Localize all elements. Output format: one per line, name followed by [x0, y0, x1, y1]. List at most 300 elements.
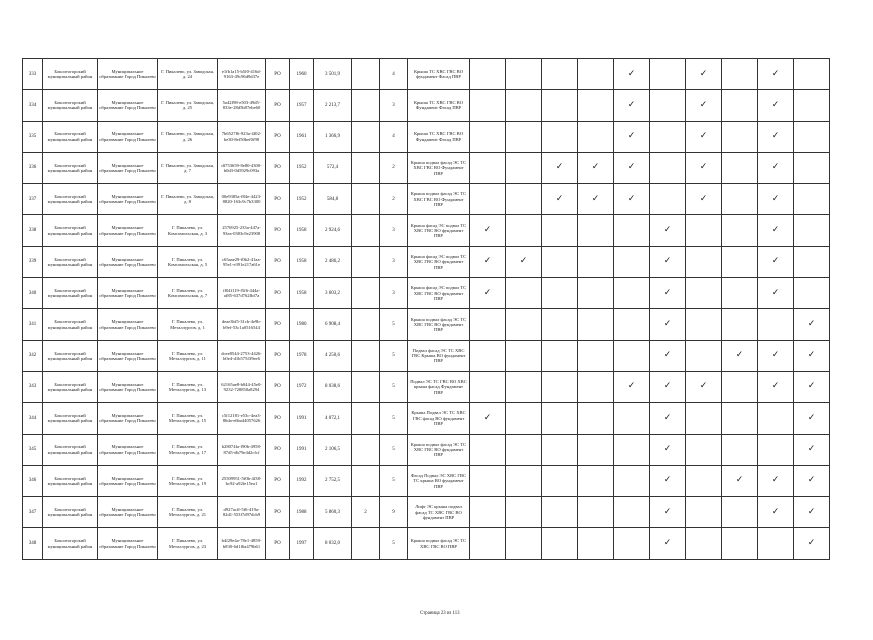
work-check-cell	[686, 59, 722, 90]
work-check-cell	[470, 246, 506, 277]
district-cell: Бокситогорский муниципальный район	[43, 340, 98, 371]
checkmark-icon: ✓	[663, 350, 672, 361]
area-cell: 3 603,2	[314, 278, 352, 309]
year-cell: 1991	[290, 434, 314, 465]
table-row	[23, 215, 830, 246]
address-cell: Г. Пикалево, ул. Металлургов, д. 1	[158, 309, 218, 340]
row-number: 340	[23, 278, 43, 309]
checkmark-icon: ✓	[807, 318, 816, 329]
work-check-cell	[614, 246, 650, 277]
work-check-cell	[650, 246, 686, 277]
table-row	[23, 184, 830, 215]
guid-cell: e1fb1a15-b5f0-416d-9163-49c96d9d37e	[218, 59, 266, 90]
work-check-cell	[506, 340, 542, 371]
floors-cell: 3	[380, 278, 408, 309]
row-number: 347	[23, 497, 43, 528]
floors-cell: 2	[380, 152, 408, 183]
work-check-cell	[722, 278, 758, 309]
floors-cell: 3	[380, 246, 408, 277]
work-check-cell	[758, 278, 794, 309]
floors-cell: 5	[380, 465, 408, 496]
floors-cell: 5	[380, 309, 408, 340]
checkmark-icon: ✓	[519, 256, 528, 267]
type-cell: РО	[266, 340, 290, 371]
work-check-cell	[794, 215, 830, 246]
floors-cell: 5	[380, 528, 408, 559]
works-cell: Крыша фасад ЭС подвал ТС ХВС ГВС ВО фундамент ПВР	[408, 246, 470, 277]
address-cell: Г. Пикалево, ул. Заводская, д. 25	[158, 90, 218, 121]
works-cell: Крыша подвал фасад ЭС ТС ХВС ГВС ВО Фундамент ПВР	[408, 152, 470, 183]
work-check-cell	[758, 59, 794, 90]
work-check-cell	[686, 278, 722, 309]
area-cell: 4 072,1	[314, 403, 352, 434]
row-number: 345	[23, 434, 43, 465]
extra-count-cell	[352, 278, 380, 309]
checkmark-icon: ✓	[483, 412, 492, 423]
page-counter: Страница 23 из 113	[420, 611, 460, 616]
municipality-cell: Муниципальное образование Город Пикалево	[98, 340, 158, 371]
area-cell: 6 908,4	[314, 309, 352, 340]
work-check-cell	[470, 59, 506, 90]
work-check-cell	[506, 215, 542, 246]
work-check-cell	[650, 434, 686, 465]
checkmark-icon: ✓	[771, 256, 780, 267]
work-check-cell	[686, 309, 722, 340]
area-cell: 8 038,6	[314, 371, 352, 402]
work-check-cell	[758, 121, 794, 152]
work-check-cell	[470, 371, 506, 402]
work-check-cell	[470, 309, 506, 340]
row-number: 334	[23, 90, 43, 121]
work-check-cell	[506, 184, 542, 215]
row-number: 344	[23, 403, 43, 434]
checkmark-icon: ✓	[627, 162, 636, 173]
address-cell: Г. Пикалево, ул. Комсомольская, д. 5	[158, 246, 218, 277]
extra-count-cell	[352, 403, 380, 434]
work-check-cell	[650, 152, 686, 183]
work-check-cell	[578, 215, 614, 246]
work-check-cell	[722, 246, 758, 277]
guid-cell: 25509951-5f0b-4f38-bc92-a92fe15ea1	[218, 465, 266, 496]
checkmark-icon: ✓	[807, 412, 816, 423]
work-check-cell	[470, 152, 506, 183]
checkmark-icon: ✓	[591, 193, 600, 204]
work-check-cell	[758, 528, 794, 559]
municipality-cell: Муниципальное образование Город Пикалево	[98, 434, 158, 465]
floors-cell: 3	[380, 90, 408, 121]
work-check-cell	[578, 403, 614, 434]
extra-count-cell	[352, 152, 380, 183]
register-rows	[23, 59, 830, 560]
work-check-cell	[758, 184, 794, 215]
work-check-cell	[650, 278, 686, 309]
address-cell: Г. Пикалево, ул. Заводская, д. 8	[158, 184, 218, 215]
area-cell: 584,8	[314, 184, 352, 215]
work-check-cell	[578, 121, 614, 152]
work-check-cell	[686, 528, 722, 559]
checkmark-icon: ✓	[699, 162, 708, 173]
floors-cell: 2	[380, 184, 408, 215]
address-cell: Г. Пикалево, ул. Металлургов, д. 11	[158, 340, 218, 371]
work-check-cell	[470, 90, 506, 121]
municipality-cell: Муниципальное образование Город Пикалево	[98, 90, 158, 121]
checkmark-icon: ✓	[663, 412, 672, 423]
checkmark-icon: ✓	[771, 224, 780, 235]
work-check-cell	[506, 497, 542, 528]
guid-cell: b4f29e4a-78e1-4859-b830-6d1f6a479b61	[218, 528, 266, 559]
work-check-cell	[758, 152, 794, 183]
checkmark-icon: ✓	[771, 287, 780, 298]
work-check-cell	[542, 403, 578, 434]
floors-cell: 3	[380, 215, 408, 246]
district-cell: Бокситогорский муниципальный район	[43, 59, 98, 90]
checkmark-icon: ✓	[627, 131, 636, 142]
work-check-cell	[614, 184, 650, 215]
floors-cell: 5	[380, 434, 408, 465]
table-row	[23, 434, 830, 465]
checkmark-icon: ✓	[663, 318, 672, 329]
work-check-cell	[686, 403, 722, 434]
works-cell: Крыша подвал фасад ЭС ТС ХВС ГВС ВО фундамент ПВР	[408, 434, 470, 465]
work-check-cell	[650, 309, 686, 340]
work-check-cell	[542, 184, 578, 215]
work-check-cell	[614, 340, 650, 371]
work-check-cell	[542, 90, 578, 121]
table-row	[23, 309, 830, 340]
work-check-cell	[650, 121, 686, 152]
work-check-cell	[470, 184, 506, 215]
row-number: 338	[23, 215, 43, 246]
address-cell: Г. Пикалево, ул. Заводская, д. 24	[158, 59, 218, 90]
checkmark-icon: ✓	[771, 506, 780, 517]
work-check-cell	[722, 371, 758, 402]
district-cell: Бокситогорский муниципальный район	[43, 184, 98, 215]
work-check-cell	[542, 121, 578, 152]
work-check-cell	[722, 465, 758, 496]
address-cell: Г. Пикалево, ул. Металлургов, д. 23	[158, 528, 218, 559]
work-check-cell	[578, 278, 614, 309]
row-number: 336	[23, 152, 43, 183]
address-cell: Г. Пикалево, ул. Металлургов, д. 19	[158, 465, 218, 496]
work-check-cell	[650, 215, 686, 246]
works-cell: Крыша подвал фасад ЭС ТС ХВС ГВС ВО фундамент ПВР	[408, 309, 470, 340]
work-check-cell	[686, 340, 722, 371]
work-check-cell	[470, 340, 506, 371]
checkmark-icon: ✓	[807, 350, 816, 361]
checkmark-icon: ✓	[627, 381, 636, 392]
area-cell: 2 752,5	[314, 465, 352, 496]
year-cell: 1961	[290, 121, 314, 152]
area-cell: 8 032,0	[314, 528, 352, 559]
work-check-cell	[650, 340, 686, 371]
checkmark-icon: ✓	[663, 537, 672, 548]
work-check-cell	[614, 403, 650, 434]
checkmark-icon: ✓	[699, 99, 708, 110]
municipality-cell: Муниципальное образование Город Пикалево	[98, 528, 158, 559]
municipality-cell: Муниципальное образование Город Пикалево	[98, 184, 158, 215]
type-cell: РО	[266, 215, 290, 246]
address-cell: Г. Пикалево, ул. Комсомольская, д. 7	[158, 278, 218, 309]
work-check-cell	[470, 465, 506, 496]
guid-cell: dcee8544-2753-4426-b0e4-d1b575f39ee6	[218, 340, 266, 371]
checkmark-icon: ✓	[555, 193, 564, 204]
extra-count-cell: 2	[352, 497, 380, 528]
year-cell: 1988	[290, 497, 314, 528]
work-check-cell	[650, 497, 686, 528]
municipality-cell: Муниципальное образование Город Пикалево	[98, 371, 158, 402]
checkmark-icon: ✓	[627, 68, 636, 79]
work-check-cell	[578, 340, 614, 371]
municipality-cell: Муниципальное образование Город Пикалево	[98, 246, 158, 277]
year-cell: 1978	[290, 340, 314, 371]
floors-cell: 5	[380, 340, 408, 371]
district-cell: Бокситогорский муниципальный район	[43, 403, 98, 434]
row-number: 341	[23, 309, 43, 340]
work-check-cell	[758, 246, 794, 277]
work-check-cell	[506, 278, 542, 309]
table-row	[23, 278, 830, 309]
work-check-cell	[614, 59, 650, 90]
work-check-cell	[506, 59, 542, 90]
checkmark-icon: ✓	[483, 287, 492, 298]
guid-cell: b28074fa-f90b-4958-87d5-db79e4d2cfcf	[218, 434, 266, 465]
work-check-cell	[722, 434, 758, 465]
works-cell: Крыша ТС ХВС ГВС ВО фундамент Фасад ПВР	[408, 59, 470, 90]
area-cell: 572,4	[314, 152, 352, 183]
work-check-cell	[758, 371, 794, 402]
checkmark-icon: ✓	[771, 131, 780, 142]
extra-count-cell	[352, 371, 380, 402]
row-number: 342	[23, 340, 43, 371]
work-check-cell	[650, 371, 686, 402]
work-check-cell	[650, 528, 686, 559]
work-check-cell	[686, 215, 722, 246]
work-check-cell	[794, 340, 830, 371]
work-check-cell	[794, 278, 830, 309]
work-check-cell	[758, 215, 794, 246]
work-check-cell	[614, 152, 650, 183]
work-check-cell	[758, 90, 794, 121]
row-number: 346	[23, 465, 43, 496]
area-cell: 2 106,5	[314, 434, 352, 465]
work-check-cell	[686, 90, 722, 121]
work-check-cell	[542, 152, 578, 183]
type-cell: РО	[266, 184, 290, 215]
work-check-cell	[722, 497, 758, 528]
area-cell: 2 213,7	[314, 90, 352, 121]
work-check-cell	[794, 90, 830, 121]
table-row	[23, 371, 830, 402]
checkmark-icon: ✓	[699, 193, 708, 204]
work-check-cell	[794, 59, 830, 90]
municipality-cell: Муниципальное образование Город Пикалево	[98, 121, 158, 152]
work-check-cell	[542, 278, 578, 309]
checkmark-icon: ✓	[483, 224, 492, 235]
guid-cell: ff04f119-f5f6-444a-af85-637d762fbf7a	[218, 278, 266, 309]
type-cell: РО	[266, 309, 290, 340]
address-cell: Г. Пикалево, ул. Комсомольская, д. 3	[158, 215, 218, 246]
work-check-cell	[794, 246, 830, 277]
address-cell: Г. Пикалево, ул. Металлургов, д. 21	[158, 497, 218, 528]
municipality-cell: Муниципальное образование Город Пикалево	[98, 278, 158, 309]
checkmark-icon: ✓	[771, 350, 780, 361]
work-check-cell	[578, 371, 614, 402]
work-check-cell	[506, 90, 542, 121]
district-cell: Бокситогорский муниципальный район	[43, 465, 98, 496]
work-check-cell	[542, 371, 578, 402]
work-check-cell	[578, 309, 614, 340]
floors-cell: 4	[380, 121, 408, 152]
works-cell: Крыша подвал фасад ЭС ТС ХВС ГВС ВО Фундамент ПВР	[408, 184, 470, 215]
extra-count-cell	[352, 215, 380, 246]
work-check-cell	[578, 528, 614, 559]
checkmark-icon: ✓	[771, 193, 780, 204]
extra-count-cell	[352, 528, 380, 559]
work-check-cell	[722, 90, 758, 121]
work-check-cell	[578, 497, 614, 528]
checkmark-icon: ✓	[663, 287, 672, 298]
works-cell: Подвал фасад ЭС ТС ХВС ГВС Крыша ВО фундамент ПВР	[408, 340, 470, 371]
work-check-cell	[794, 528, 830, 559]
checkmark-icon: ✓	[555, 162, 564, 173]
works-cell: Крыша подвал фасад ЭС ТС ХВС ГВС ВО ПВР	[408, 528, 470, 559]
work-check-cell	[794, 152, 830, 183]
year-cell: 1960	[290, 59, 314, 90]
work-check-cell	[614, 434, 650, 465]
area-cell: 4 250,6	[314, 340, 352, 371]
municipality-cell: Муниципальное образование Город Пикалево	[98, 497, 158, 528]
floors-cell: 9	[380, 497, 408, 528]
work-check-cell	[506, 434, 542, 465]
work-check-cell	[614, 278, 650, 309]
work-check-cell	[686, 497, 722, 528]
work-check-cell	[794, 403, 830, 434]
address-cell: Г. Пикалево, ул. Металлургов, д. 17	[158, 434, 218, 465]
work-check-cell	[470, 434, 506, 465]
row-number: 348	[23, 528, 43, 559]
work-check-cell	[470, 121, 506, 152]
municipality-cell: Муниципальное образование Город Пикалево	[98, 309, 158, 340]
year-cell: 1991	[290, 403, 314, 434]
work-check-cell	[722, 152, 758, 183]
work-check-cell	[614, 497, 650, 528]
checkmark-icon: ✓	[663, 444, 672, 455]
work-check-cell	[614, 465, 650, 496]
district-cell: Бокситогорский муниципальный район	[43, 215, 98, 246]
table-row	[23, 152, 830, 183]
guid-cell: d927acff-5f6-419a-82d1-553f7d97dcb9	[218, 497, 266, 528]
area-cell: 5 860,3	[314, 497, 352, 528]
checkmark-icon: ✓	[807, 506, 816, 517]
type-cell: РО	[266, 121, 290, 152]
municipality-cell: Муниципальное образование Город Пикалево	[98, 215, 158, 246]
work-check-cell	[470, 497, 506, 528]
work-check-cell	[578, 90, 614, 121]
area-cell: 2 924,6	[314, 215, 352, 246]
table-row	[23, 465, 830, 496]
year-cell: 1958	[290, 215, 314, 246]
table-row	[23, 121, 830, 152]
extra-count-cell	[352, 340, 380, 371]
year-cell: 1992	[290, 465, 314, 496]
guid-cell: 00e9385a-f84e-4423-8820-163c9c7b3300	[218, 184, 266, 215]
floors-cell: 4	[380, 59, 408, 90]
checkmark-icon: ✓	[483, 256, 492, 267]
checkmark-icon: ✓	[663, 224, 672, 235]
work-check-cell	[650, 403, 686, 434]
checkmark-icon: ✓	[663, 506, 672, 517]
work-check-cell	[470, 215, 506, 246]
year-cell: 1972	[290, 371, 314, 402]
row-number: 343	[23, 371, 43, 402]
works-cell: Крыша фасад ЭС подвал ТС ХВС ГВС ВО фундамент ПВР	[408, 278, 470, 309]
work-check-cell	[794, 465, 830, 496]
district-cell: Бокситогорский муниципальный район	[43, 278, 98, 309]
work-check-cell	[722, 309, 758, 340]
table-row	[23, 528, 830, 559]
register-table	[22, 58, 830, 560]
work-check-cell	[758, 309, 794, 340]
work-check-cell	[650, 59, 686, 90]
area-cell: 3 501,9	[314, 59, 352, 90]
work-check-cell	[614, 371, 650, 402]
guid-cell: 62165ae8-b044-45e0-9232-728850a8294	[218, 371, 266, 402]
municipality-cell: Муниципальное образование Город Пикалево	[98, 403, 158, 434]
checkmark-icon: ✓	[663, 256, 672, 267]
work-check-cell	[542, 246, 578, 277]
work-check-cell	[794, 371, 830, 402]
work-check-cell	[506, 465, 542, 496]
work-check-cell	[758, 465, 794, 496]
work-check-cell	[578, 434, 614, 465]
work-check-cell	[722, 59, 758, 90]
extra-count-cell	[352, 59, 380, 90]
extra-count-cell	[352, 434, 380, 465]
checkmark-icon: ✓	[771, 381, 780, 392]
checkmark-icon: ✓	[735, 475, 744, 486]
work-check-cell	[614, 90, 650, 121]
work-check-cell	[794, 497, 830, 528]
work-check-cell	[686, 121, 722, 152]
address-cell: Г. Пикалево, ул. Заводская, д. 26	[158, 121, 218, 152]
row-number: 337	[23, 184, 43, 215]
works-cell: Крыша фасад ЭС подвал ТС ХВС ГВС ВО фундамент ПВР	[408, 215, 470, 246]
work-check-cell	[578, 184, 614, 215]
work-check-cell	[794, 121, 830, 152]
work-check-cell	[542, 215, 578, 246]
table-row	[23, 403, 830, 434]
work-check-cell	[686, 465, 722, 496]
year-cell: 1952	[290, 184, 314, 215]
floors-cell: 5	[380, 403, 408, 434]
work-check-cell	[470, 278, 506, 309]
work-check-cell	[722, 403, 758, 434]
type-cell: РО	[266, 90, 290, 121]
works-cell: Фасад Подвал ЭС ХВС ГВС ТС крыша ВО фундамент ПВР	[408, 465, 470, 496]
extra-count-cell	[352, 465, 380, 496]
work-check-cell	[686, 246, 722, 277]
work-check-cell	[650, 465, 686, 496]
work-check-cell	[686, 371, 722, 402]
table-row	[23, 340, 830, 371]
checkmark-icon: ✓	[771, 99, 780, 110]
work-check-cell	[542, 434, 578, 465]
work-check-cell	[686, 434, 722, 465]
work-check-cell	[758, 403, 794, 434]
extra-count-cell	[352, 90, 380, 121]
work-check-cell	[542, 59, 578, 90]
work-check-cell	[470, 403, 506, 434]
